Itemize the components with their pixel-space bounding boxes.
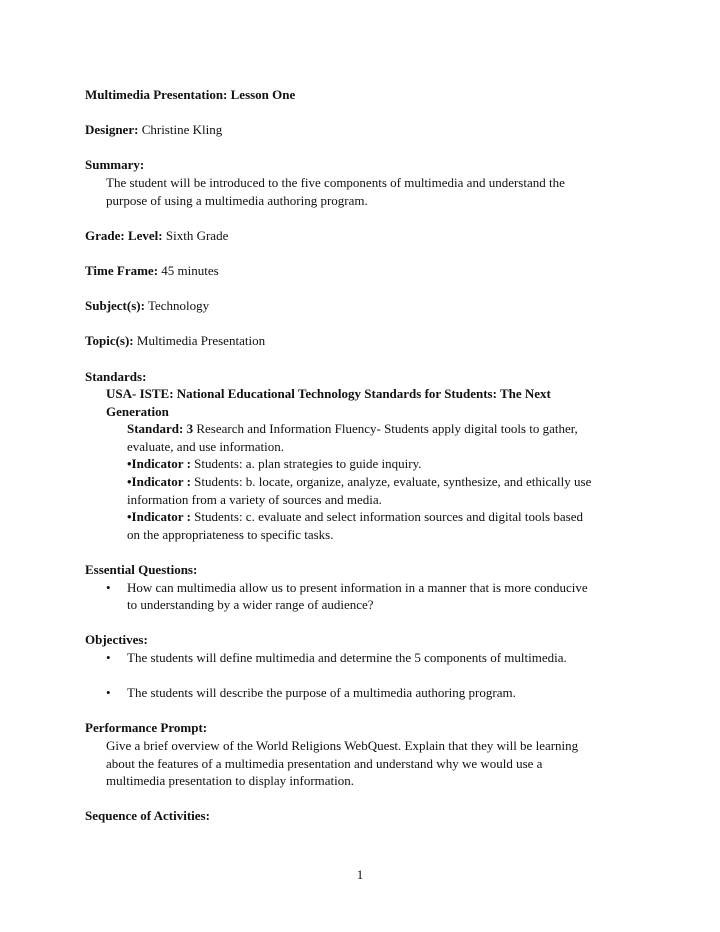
time-frame-value: 45 minutes bbox=[161, 262, 219, 278]
essential-questions-heading: Essential Questions: bbox=[85, 562, 198, 578]
performance-prompt-text-line: multimedia presentation to display information. bbox=[106, 773, 355, 789]
list-item bbox=[85, 684, 645, 702]
list-item-text: The students will define multimedia and determine the 5 components of multimedia. bbox=[127, 650, 567, 665]
grade-level-value: Sixth Grade bbox=[165, 227, 229, 243]
objectives-heading: Objectives: bbox=[85, 632, 148, 648]
list-item bbox=[85, 649, 645, 667]
time-frame-line bbox=[85, 262, 645, 280]
subjects-value: Technology bbox=[147, 298, 210, 314]
standard-label: Standard: 3 bbox=[127, 421, 194, 437]
indicator-text: Students: b. locate, organize, analyze, evaluate, synthesize, and ethically use bbox=[194, 474, 592, 490]
sequence-of-activities-heading: Sequence of Activities: bbox=[85, 808, 210, 824]
page-number: 1 bbox=[356, 867, 364, 882]
indicator-text: Students: a. plan strategies to guide inquiry. bbox=[194, 456, 422, 472]
performance-prompt-text-line: Give a brief overview of the World Religions WebQuest. Explain that they will be learning bbox=[106, 737, 579, 753]
indicator-label: •Indicator : bbox=[127, 509, 191, 525]
standard-line bbox=[85, 420, 645, 438]
designer-line bbox=[85, 121, 645, 139]
grade-level-label: Grade: Level: bbox=[85, 227, 163, 243]
subjects-line bbox=[85, 297, 645, 315]
list-item-text: The students will describe the purpose of a multimedia authoring program. bbox=[127, 685, 516, 701]
indicator-label: •Indicator : bbox=[127, 456, 191, 472]
performance-prompt-text-line: about the features of a multimedia presentation and understand why we would use a bbox=[106, 755, 543, 771]
standard-text: Research and Information Fluency- Students apply digital tools to gather, bbox=[196, 421, 578, 437]
designer-label: Designer: bbox=[85, 122, 139, 138]
lesson-title: Multimedia Presentation: Lesson One bbox=[85, 87, 296, 102]
standards-source-heading: USA- ISTE: National Educational Technology Standards for Students: The Next bbox=[106, 386, 551, 402]
summary-text-line: The student will be introduced to the five components of multimedia and understand the bbox=[106, 174, 565, 190]
topics-value: Multimedia Presentation bbox=[136, 333, 266, 349]
list-item-text-line: to understanding by a wider range of audience? bbox=[127, 597, 374, 613]
indicator-line bbox=[85, 473, 645, 491]
indicator-line bbox=[85, 508, 645, 526]
list-item bbox=[85, 579, 645, 597]
topics-line bbox=[85, 332, 645, 350]
standard-text-line: evaluate, and use information. bbox=[127, 438, 285, 454]
standards-heading: Standards: bbox=[85, 368, 147, 384]
time-frame-label: Time Frame: bbox=[85, 262, 159, 278]
indicator-text: Students: c. evaluate and select information sources and digital tools based bbox=[194, 509, 583, 525]
indicator-label: •Indicator : bbox=[127, 474, 191, 490]
bullet-icon: • bbox=[106, 685, 111, 701]
subjects-label: Subject(s): bbox=[85, 298, 145, 314]
list-item-text: How can multimedia allow us to present information in a manner that is more conducive bbox=[127, 579, 588, 595]
standards-source-heading: Generation bbox=[106, 403, 169, 419]
performance-prompt-heading: Performance Prompt: bbox=[85, 720, 208, 736]
grade-level-line bbox=[85, 227, 645, 245]
indicator-text-line: information from a variety of sources and media. bbox=[127, 491, 382, 507]
lesson-plan-body bbox=[85, 86, 645, 825]
designer-value: Christine Kling bbox=[141, 122, 223, 138]
bullet-icon: • bbox=[106, 579, 111, 595]
indicator-line bbox=[85, 455, 645, 473]
bullet-icon: • bbox=[106, 650, 111, 665]
summary-heading: Summary: bbox=[85, 157, 145, 173]
topics-label: Topic(s): bbox=[85, 333, 134, 349]
indicator-text-line: on the appropriateness to specific tasks. bbox=[127, 526, 334, 542]
summary-text-line: purpose of using a multimedia authoring program. bbox=[106, 192, 368, 208]
